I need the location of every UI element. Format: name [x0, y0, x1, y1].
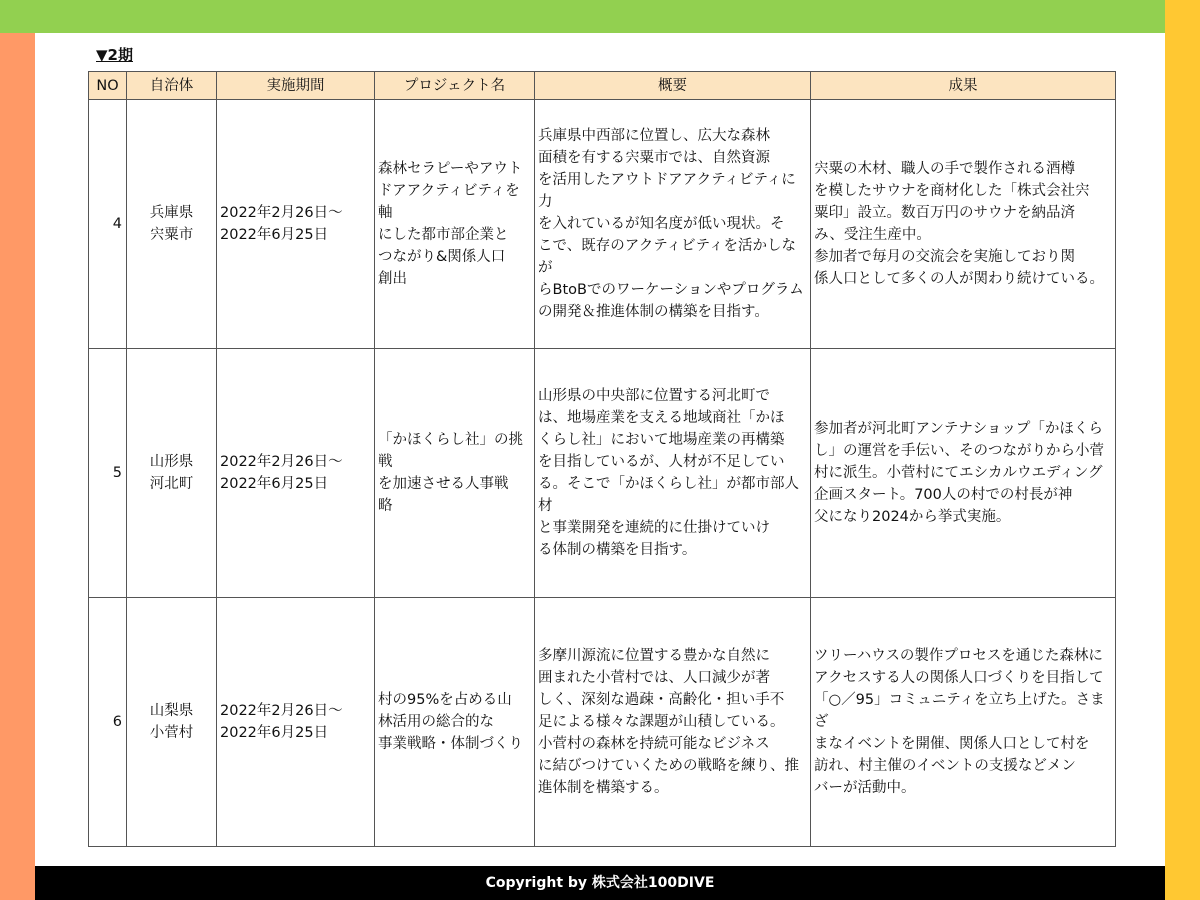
- cell-summary: 兵庫県中西部に位置し、広大な森林 面積を有する宍粟市では、自然資源 を活用したアウトドアアクティビティに力 を入れているが知名度が低い現状。そ こで、既存のアクティビティを活かしなが らBtoBでのワーケーションやプログラム の開発＆推進体制の構築を目指す。: [535, 100, 811, 349]
- table-header-row: [89, 72, 1116, 100]
- table-row: [89, 349, 1116, 598]
- cell-project: 森林セラピーやアウト ドアアクティビティを軸 にした都市部企業と つながり&関係人口 創出: [375, 100, 535, 349]
- cell-project: 「かほくらし社」の挑戦 を加速させる人事戦 略: [375, 349, 535, 598]
- cell-result: ツリーハウスの製作プロセスを通じた森林に アクセスする人の関係人口づくりを目指して 「○／95」コミュニティを立ち上げた。さまざ まなイベントを開催、関係人口として村を 訪れ、村主催のイベントの支援などメン バーが活動中。: [811, 598, 1116, 847]
- left-accent-band: [0, 33, 35, 900]
- cell-result: 宍粟の木材、職人の手で製作される酒樽 を模したサウナを商材化した「株式会社宍 粟印」設立。数百万円のサウナを納品済 み、受注生産中。 参加者で毎月の交流会を実施しており関 係人口として多くの人が関わり続けている。: [811, 100, 1116, 349]
- header-project: プロジェクト名: [375, 72, 535, 100]
- cell-municipality: 兵庫県 宍粟市: [127, 100, 217, 349]
- cell-summary: 多摩川源流に位置する豊かな自然に 囲まれた小菅村では、人口減少が著 しく、深刻な過疎・高齢化・担い手不 足による様々な課題が山積している。 小菅村の森林を持続可能なビジネス に結びつけていくための戦略を練り、推 進体制を構築する。: [535, 598, 811, 847]
- cell-summary: 山形県の中央部に位置する河北町で は、地場産業を支える地域商社「かほ くらし社」において地場産業の再構築 を目指しているが、人材が不足してい る。そこで「かほくらし社」が都市部人材 と事業開発を連続的に仕掛けていけ る体制の構築を目指す。: [535, 349, 811, 598]
- right-accent-band: [1165, 0, 1200, 900]
- header-period: 実施期間: [217, 72, 375, 100]
- header-summary: 概要: [535, 72, 811, 100]
- copyright-footer: Copyright by 株式会社100DIVE: [35, 866, 1165, 900]
- header-result: 成果: [811, 72, 1116, 100]
- cell-municipality: 山形県 河北町: [127, 349, 217, 598]
- cell-municipality: 山梨県 小菅村: [127, 598, 217, 847]
- table-row: [89, 100, 1116, 349]
- cell-period: 2022年2月26日～ 2022年6月25日: [217, 100, 375, 349]
- project-table: [88, 71, 1116, 847]
- cell-no: 4: [89, 100, 127, 349]
- section-title: ▼2期: [96, 46, 133, 64]
- cell-no: 5: [89, 349, 127, 598]
- table-row: [89, 598, 1116, 847]
- top-accent-band: [0, 0, 1165, 33]
- cell-period: 2022年2月26日～ 2022年6月25日: [217, 349, 375, 598]
- cell-result: 参加者が河北町アンテナショップ「かほくら し」の運営を手伝い、そのつながりから小菅 村に派生。小菅村にてエシカルウエディング 企画スタート。700人の村での村長が神 父になり2024から挙式実施。: [811, 349, 1116, 598]
- header-no: NO: [89, 72, 127, 100]
- cell-no: 6: [89, 598, 127, 847]
- cell-project: 村の95%を占める山 林活用の総合的な 事業戦略・体制づくり: [375, 598, 535, 847]
- header-municipality: 自治体: [127, 72, 217, 100]
- cell-period: 2022年2月26日～ 2022年6月25日: [217, 598, 375, 847]
